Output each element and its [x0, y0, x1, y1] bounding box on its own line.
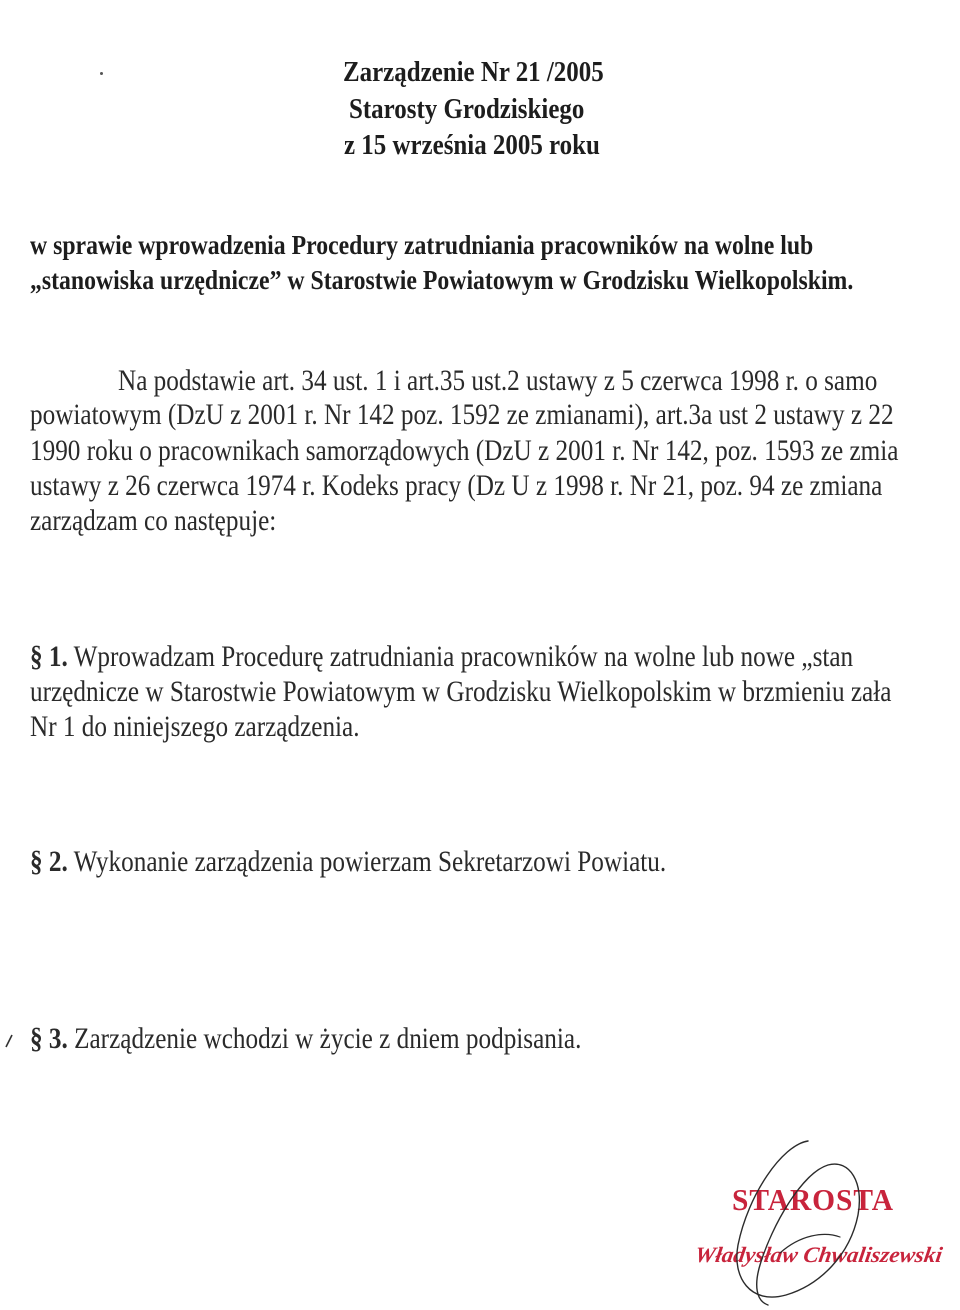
subject-line-1: w sprawie wprowadzenia Procedury zatrudniania pracowników na wolne lub — [30, 230, 814, 260]
preamble-line-1: Na podstawie art. 34 ust. 1 i art.35 ust.2 ustawy z 5 czerwca 1998 r. o samo — [118, 364, 878, 397]
preamble-line-3: 1990 roku o pracownikach samorządowych (DzU z 2001 r. Nr 142, poz. 1593 ze zmia — [30, 434, 899, 467]
signature-icon — [690, 1135, 900, 1310]
stamp-title: STAROSTA — [732, 1182, 894, 1217]
margin-mark-icon — [4, 1034, 14, 1048]
section-3-line — [30, 1022, 581, 1056]
preamble-line-5: zarządzam co następuje: — [30, 504, 277, 537]
preamble-line-2: powiatowym (DzU z 2001 r. Nr 142 poz. 1592 ze zmianami), art.3a ust 2 ustawy z 22 — [30, 398, 894, 431]
preamble-line-4: ustawy z 26 czerwca 1974 r. Kodeks pracy (Dz U z 1998 r. Nr 21, poz. 94 ze zmiana — [30, 469, 883, 502]
section-1-text: Wprowadzam Procedurę zatrudniania pracowników na wolne lub nowe „stan — [67, 640, 854, 673]
scan-speck — [100, 72, 103, 75]
section-3-number: § 3. — [30, 1022, 68, 1055]
subject-line-2: „stanowiska urzędnicze” w Starostwie Powiatowym w Grodzisku Wielkopolskim. — [30, 265, 854, 295]
section-3-text: Zarządzenie wchodzi w życie z dniem podpisania. — [67, 1022, 582, 1055]
section-1-line-3: Nr 1 do niniejszego zarządzenia. — [30, 710, 360, 743]
section-1-line-2: urzędnicze w Starostwie Powiatowym w Grodzisku Wielkopolskim w brzmieniu zała — [30, 675, 892, 708]
document-date: z 15 września 2005 roku — [344, 129, 600, 161]
document-issuer: Starosty Grodziskiego — [349, 93, 585, 125]
section-2-text: Wykonanie zarządzenia powierzam Sekretarzowi Powiatu. — [67, 845, 667, 878]
section-1-number: § 1. — [30, 640, 68, 673]
stamp-name: Władysław Chwaliszewski — [693, 1242, 945, 1267]
section-2-line — [30, 845, 666, 879]
section-1-line-1 — [30, 640, 853, 674]
section-2-number: § 2. — [30, 845, 68, 878]
document-title: Zarządzenie Nr 21 /2005 — [343, 56, 604, 88]
